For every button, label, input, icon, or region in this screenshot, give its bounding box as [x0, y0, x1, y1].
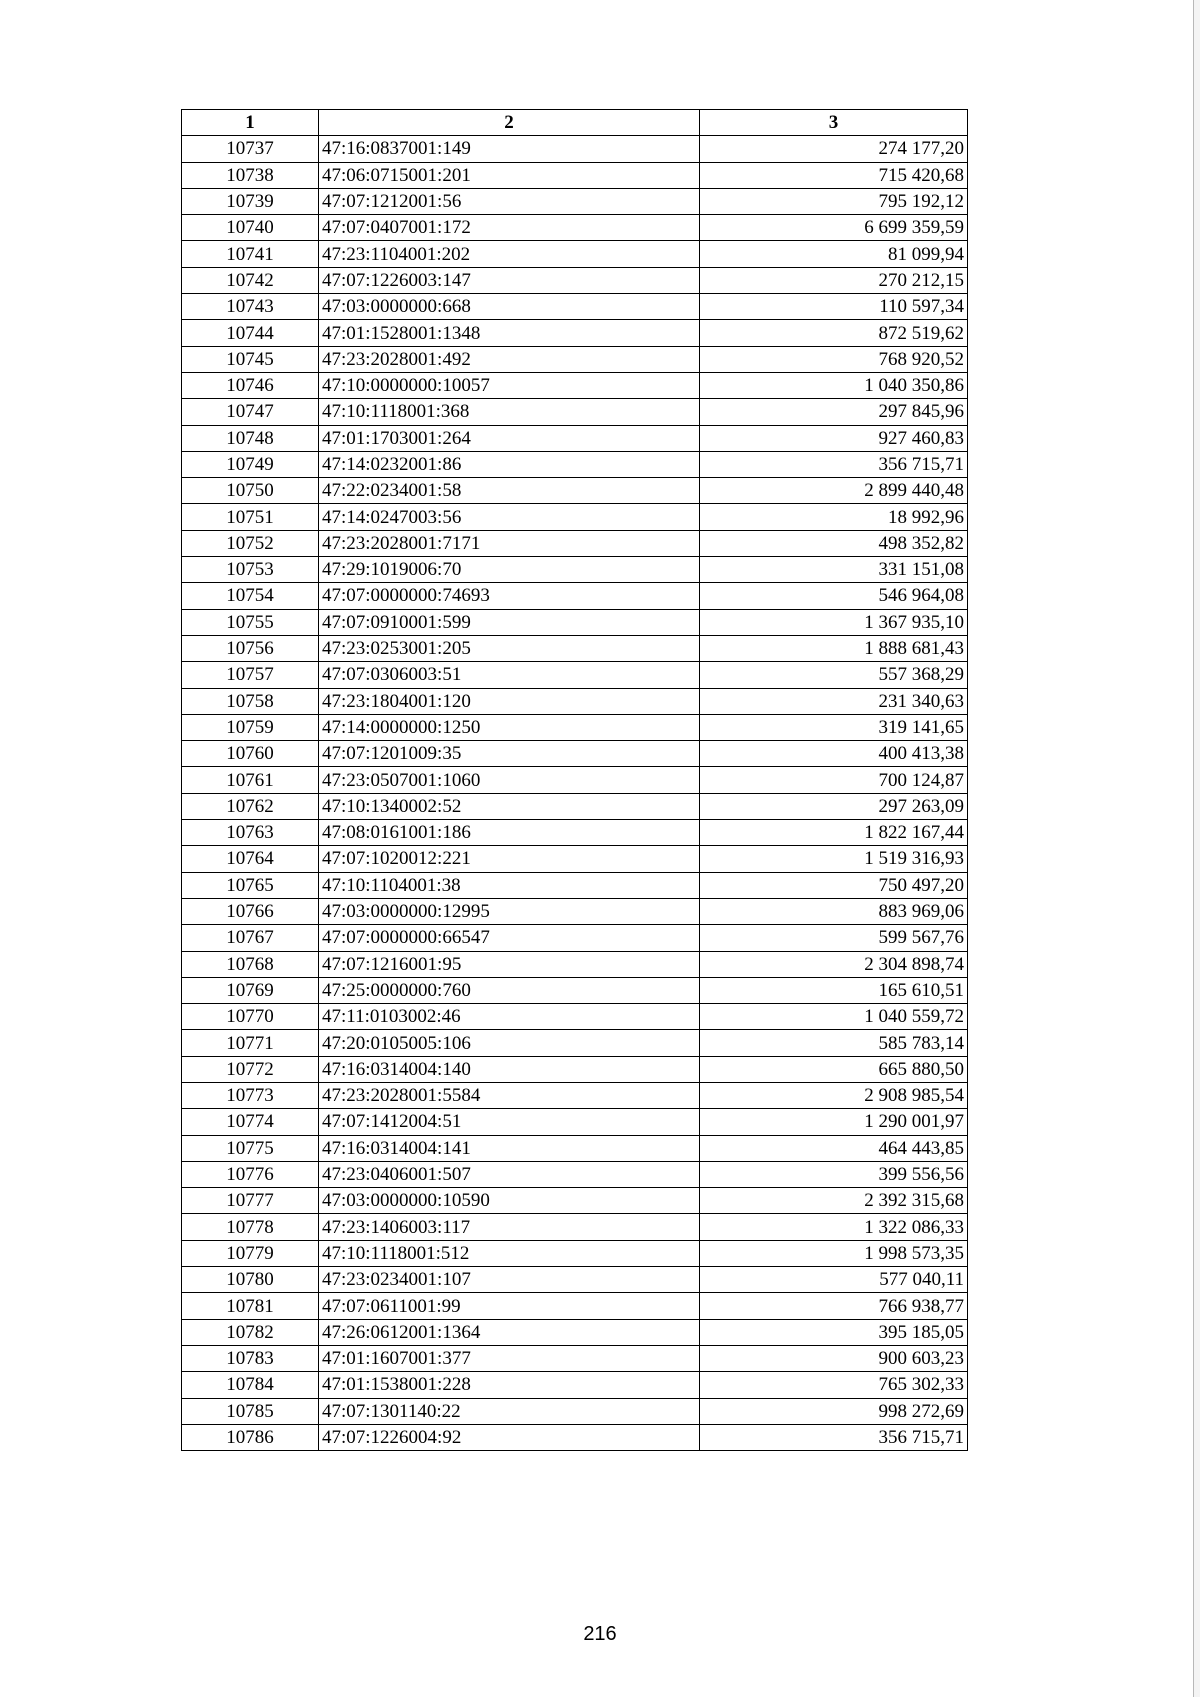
row-number-cell: 10753	[182, 557, 319, 583]
table-row	[182, 320, 968, 346]
table-row	[182, 504, 968, 530]
cadastral-number-cell: 47:22:0234001:58	[319, 478, 700, 504]
table-row	[182, 267, 968, 293]
row-number-cell: 10758	[182, 688, 319, 714]
table-row	[182, 1030, 968, 1056]
table-row	[182, 294, 968, 320]
cadastral-number-cell: 47:23:1406003:117	[319, 1214, 700, 1240]
table-row	[182, 1345, 968, 1371]
value-cell: 1 998 573,35	[700, 1240, 968, 1266]
column-header-3: 3	[700, 110, 968, 136]
value-cell: 297 263,09	[700, 793, 968, 819]
value-cell: 927 460,83	[700, 425, 968, 451]
cadastral-number-cell: 47:23:0406001:507	[319, 1161, 700, 1187]
cadastral-number-cell: 47:11:0103002:46	[319, 1004, 700, 1030]
table-row	[182, 530, 968, 556]
cadastral-number-cell: 47:06:0715001:201	[319, 162, 700, 188]
cadastral-number-cell: 47:23:0234001:107	[319, 1267, 700, 1293]
table-row	[182, 162, 968, 188]
cadastral-number-cell: 47:20:0105005:106	[319, 1030, 700, 1056]
value-cell: 399 556,56	[700, 1161, 968, 1187]
table-row	[182, 1004, 968, 1030]
cadastral-number-cell: 47:10:0000000:10057	[319, 372, 700, 398]
cadastral-number-cell: 47:03:0000000:668	[319, 294, 700, 320]
value-cell: 900 603,23	[700, 1345, 968, 1371]
value-cell: 331 151,08	[700, 557, 968, 583]
table-row	[182, 1082, 968, 1108]
row-number-cell: 10769	[182, 977, 319, 1003]
row-number-cell: 10755	[182, 609, 319, 635]
value-cell: 356 715,71	[700, 451, 968, 477]
table-row	[182, 977, 968, 1003]
page-edge	[1193, 0, 1200, 1697]
cadastral-number-cell: 47:14:0247003:56	[319, 504, 700, 530]
row-number-cell: 10737	[182, 136, 319, 162]
cadastral-number-cell: 47:01:1538001:228	[319, 1372, 700, 1398]
row-number-cell: 10759	[182, 714, 319, 740]
value-cell: 270 212,15	[700, 267, 968, 293]
value-cell: 319 141,65	[700, 714, 968, 740]
row-number-cell: 10778	[182, 1214, 319, 1240]
cadastral-number-cell: 47:07:1412004:51	[319, 1109, 700, 1135]
row-number-cell: 10771	[182, 1030, 319, 1056]
value-cell: 998 272,69	[700, 1398, 968, 1424]
cadastral-number-cell: 47:07:0306003:51	[319, 662, 700, 688]
table-row	[182, 898, 968, 924]
value-cell: 795 192,12	[700, 188, 968, 214]
data-table	[181, 109, 968, 1451]
cadastral-number-cell: 47:29:1019006:70	[319, 557, 700, 583]
table-row	[182, 820, 968, 846]
table-row	[182, 1319, 968, 1345]
table-row	[182, 741, 968, 767]
cadastral-number-cell: 47:07:0910001:599	[319, 609, 700, 635]
value-cell: 395 185,05	[700, 1319, 968, 1345]
value-cell: 585 783,14	[700, 1030, 968, 1056]
row-number-cell: 10750	[182, 478, 319, 504]
table-row	[182, 241, 968, 267]
value-cell: 1 367 935,10	[700, 609, 968, 635]
row-number-cell: 10744	[182, 320, 319, 346]
value-cell: 274 177,20	[700, 136, 968, 162]
table-row	[182, 872, 968, 898]
cadastral-number-cell: 47:10:1118001:512	[319, 1240, 700, 1266]
cadastral-number-cell: 47:01:1607001:377	[319, 1345, 700, 1371]
table-row	[182, 1056, 968, 1082]
row-number-cell: 10772	[182, 1056, 319, 1082]
value-cell: 2 392 315,68	[700, 1188, 968, 1214]
row-number-cell: 10781	[182, 1293, 319, 1319]
cadastral-number-cell: 47:07:1226004:92	[319, 1424, 700, 1450]
table-row	[182, 1214, 968, 1240]
table-row	[182, 1398, 968, 1424]
table-row	[182, 1293, 968, 1319]
row-number-cell: 10747	[182, 399, 319, 425]
table-row	[182, 767, 968, 793]
row-number-cell: 10757	[182, 662, 319, 688]
row-number-cell: 10780	[182, 1267, 319, 1293]
value-cell: 557 368,29	[700, 662, 968, 688]
row-number-cell: 10775	[182, 1135, 319, 1161]
table-row	[182, 951, 968, 977]
row-number-cell: 10770	[182, 1004, 319, 1030]
cadastral-number-cell: 47:23:2028001:5584	[319, 1082, 700, 1108]
row-number-cell: 10785	[182, 1398, 319, 1424]
value-cell: 1 290 001,97	[700, 1109, 968, 1135]
value-cell: 1 322 086,33	[700, 1214, 968, 1240]
row-number-cell: 10748	[182, 425, 319, 451]
table-row	[182, 136, 968, 162]
row-number-cell: 10756	[182, 635, 319, 661]
value-cell: 599 567,76	[700, 925, 968, 951]
column-header-1: 1	[182, 110, 319, 136]
table-row	[182, 1188, 968, 1214]
value-cell: 715 420,68	[700, 162, 968, 188]
value-cell: 700 124,87	[700, 767, 968, 793]
row-number-cell: 10742	[182, 267, 319, 293]
row-number-cell: 10784	[182, 1372, 319, 1398]
table-row	[182, 1161, 968, 1187]
table-row	[182, 662, 968, 688]
cadastral-number-cell: 47:07:1226003:147	[319, 267, 700, 293]
table-row	[182, 1109, 968, 1135]
table-row	[182, 478, 968, 504]
value-cell: 1 888 681,43	[700, 635, 968, 661]
cadastral-number-cell: 47:03:0000000:10590	[319, 1188, 700, 1214]
value-cell: 883 969,06	[700, 898, 968, 924]
table-row	[182, 399, 968, 425]
value-cell: 6 699 359,59	[700, 215, 968, 241]
cadastral-number-cell: 47:10:1104001:38	[319, 872, 700, 898]
cadastral-number-cell: 47:07:0000000:66547	[319, 925, 700, 951]
value-cell: 464 443,85	[700, 1135, 968, 1161]
value-cell: 400 413,38	[700, 741, 968, 767]
row-number-cell: 10762	[182, 793, 319, 819]
cadastral-number-cell: 47:03:0000000:12995	[319, 898, 700, 924]
table-body	[182, 136, 968, 1451]
cadastral-number-cell: 47:07:0000000:74693	[319, 583, 700, 609]
row-number-cell: 10782	[182, 1319, 319, 1345]
row-number-cell: 10766	[182, 898, 319, 924]
row-number-cell: 10739	[182, 188, 319, 214]
row-number-cell: 10763	[182, 820, 319, 846]
value-cell: 2 304 898,74	[700, 951, 968, 977]
table-row	[182, 215, 968, 241]
table-row	[182, 1424, 968, 1450]
table-row	[182, 846, 968, 872]
value-cell: 2 908 985,54	[700, 1082, 968, 1108]
table-row	[182, 793, 968, 819]
row-number-cell: 10777	[182, 1188, 319, 1214]
table-row	[182, 451, 968, 477]
page-number: 216	[583, 1623, 617, 1645]
row-number-cell: 10760	[182, 741, 319, 767]
row-number-cell: 10761	[182, 767, 319, 793]
value-cell: 766 938,77	[700, 1293, 968, 1319]
table-row	[182, 635, 968, 661]
row-number-cell: 10745	[182, 346, 319, 372]
value-cell: 1 822 167,44	[700, 820, 968, 846]
row-number-cell: 10776	[182, 1161, 319, 1187]
cadastral-number-cell: 47:16:0314004:141	[319, 1135, 700, 1161]
table-row	[182, 925, 968, 951]
cadastral-number-cell: 47:07:0611001:99	[319, 1293, 700, 1319]
table-row	[182, 346, 968, 372]
value-cell: 665 880,50	[700, 1056, 968, 1082]
cadastral-number-cell: 47:08:0161001:186	[319, 820, 700, 846]
table-row	[182, 557, 968, 583]
header-row	[182, 110, 968, 136]
table-row	[182, 1240, 968, 1266]
row-number-cell: 10754	[182, 583, 319, 609]
cadastral-number-cell: 47:07:1020012:221	[319, 846, 700, 872]
value-cell: 750 497,20	[700, 872, 968, 898]
cadastral-number-cell: 47:16:0837001:149	[319, 136, 700, 162]
value-cell: 768 920,52	[700, 346, 968, 372]
row-number-cell: 10741	[182, 241, 319, 267]
table-row	[182, 609, 968, 635]
cadastral-number-cell: 47:07:1216001:95	[319, 951, 700, 977]
row-number-cell: 10764	[182, 846, 319, 872]
value-cell: 498 352,82	[700, 530, 968, 556]
row-number-cell: 10751	[182, 504, 319, 530]
row-number-cell: 10765	[182, 872, 319, 898]
cadastral-number-cell: 47:14:0000000:1250	[319, 714, 700, 740]
row-number-cell: 10773	[182, 1082, 319, 1108]
value-cell: 356 715,71	[700, 1424, 968, 1450]
value-cell: 1 040 559,72	[700, 1004, 968, 1030]
cadastral-number-cell: 47:23:2028001:492	[319, 346, 700, 372]
cadastral-number-cell: 47:23:2028001:7171	[319, 530, 700, 556]
row-number-cell: 10768	[182, 951, 319, 977]
row-number-cell: 10752	[182, 530, 319, 556]
value-cell: 872 519,62	[700, 320, 968, 346]
cadastral-number-cell: 47:01:1528001:1348	[319, 320, 700, 346]
value-cell: 231 340,63	[700, 688, 968, 714]
row-number-cell: 10783	[182, 1345, 319, 1371]
cadastral-number-cell: 47:26:0612001:1364	[319, 1319, 700, 1345]
table-row	[182, 688, 968, 714]
cadastral-number-cell: 47:23:0507001:1060	[319, 767, 700, 793]
row-number-cell: 10743	[182, 294, 319, 320]
row-number-cell: 10738	[182, 162, 319, 188]
value-cell: 165 610,51	[700, 977, 968, 1003]
row-number-cell: 10767	[182, 925, 319, 951]
column-header-2: 2	[319, 110, 700, 136]
table-row	[182, 188, 968, 214]
table-row	[182, 583, 968, 609]
cadastral-number-cell: 47:25:0000000:760	[319, 977, 700, 1003]
cadastral-number-cell: 47:07:0407001:172	[319, 215, 700, 241]
row-number-cell: 10774	[182, 1109, 319, 1135]
cadastral-number-cell: 47:07:1201009:35	[319, 741, 700, 767]
value-cell: 2 899 440,48	[700, 478, 968, 504]
table-row	[182, 1372, 968, 1398]
cadastral-number-cell: 47:10:1118001:368	[319, 399, 700, 425]
row-number-cell: 10746	[182, 372, 319, 398]
value-cell: 1 519 316,93	[700, 846, 968, 872]
table-row	[182, 714, 968, 740]
cadastral-number-cell: 47:10:1340002:52	[319, 793, 700, 819]
cadastral-number-cell: 47:23:1804001:120	[319, 688, 700, 714]
value-cell: 297 845,96	[700, 399, 968, 425]
cadastral-number-cell: 47:01:1703001:264	[319, 425, 700, 451]
row-number-cell: 10740	[182, 215, 319, 241]
value-cell: 18 992,96	[700, 504, 968, 530]
value-cell: 577 040,11	[700, 1267, 968, 1293]
value-cell: 110 597,34	[700, 294, 968, 320]
table-row	[182, 1135, 968, 1161]
cadastral-number-cell: 47:16:0314004:140	[319, 1056, 700, 1082]
table-row	[182, 372, 968, 398]
table-row	[182, 1267, 968, 1293]
row-number-cell: 10749	[182, 451, 319, 477]
table-row	[182, 425, 968, 451]
value-cell: 81 099,94	[700, 241, 968, 267]
cadastral-number-cell: 47:14:0232001:86	[319, 451, 700, 477]
value-cell: 765 302,33	[700, 1372, 968, 1398]
value-cell: 1 040 350,86	[700, 372, 968, 398]
value-cell: 546 964,08	[700, 583, 968, 609]
cadastral-number-cell: 47:07:1301140:22	[319, 1398, 700, 1424]
row-number-cell: 10786	[182, 1424, 319, 1450]
cadastral-number-cell: 47:07:1212001:56	[319, 188, 700, 214]
cadastral-number-cell: 47:23:1104001:202	[319, 241, 700, 267]
row-number-cell: 10779	[182, 1240, 319, 1266]
cadastral-number-cell: 47:23:0253001:205	[319, 635, 700, 661]
